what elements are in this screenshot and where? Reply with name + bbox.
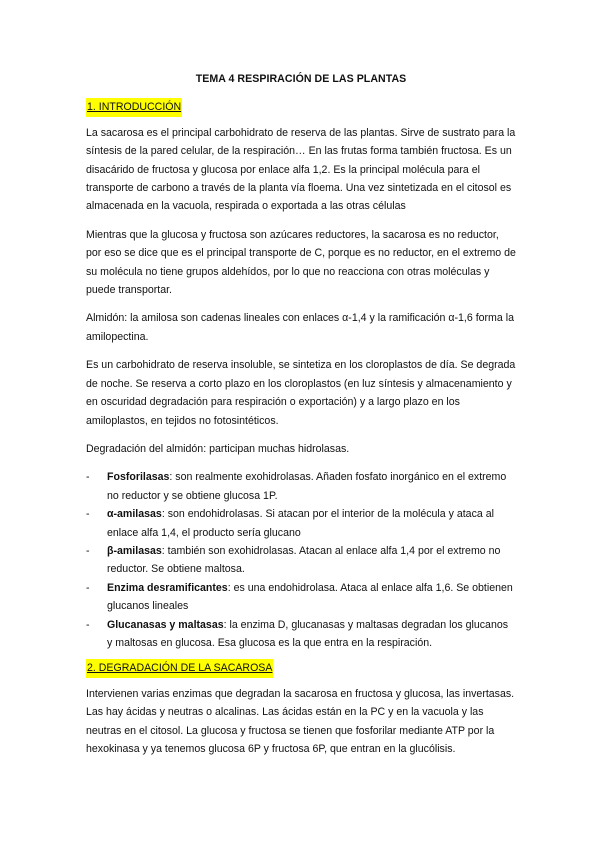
- list-item-term: β-amilasas: [107, 544, 162, 557]
- paragraph-invertasas: Intervienen varias enzimas que degradan la sacarosa en fructosa y glucosa, las invertasas. Las hay ácidas y neutras o alcalinas. Las ácidas están en la PC y en la vacuola y las neutras en el citosol. La glucosa y fructosa se tienen que fosforilar mediante ATP por la hexokinasa y ya tenemos glucosa 6P y fructosa 6P, que entran en la glucólisis.: [86, 687, 515, 755]
- list-item: [86, 468, 516, 505]
- document-title: TEMA 4 RESPIRACIÓN DE LAS PLANTAS: [195, 73, 407, 85]
- list-item-term: α-amilasas: [107, 508, 162, 521]
- bullet-dash: -: [86, 618, 90, 631]
- hydrolases-list: [86, 468, 516, 652]
- list-item-text: : la enzima D, glucanasas y maltasas degradan los glucanos y maltosas en glucosa. Esa glucosa es la que entra en la respiración.: [107, 618, 509, 649]
- list-item: [86, 579, 516, 616]
- list-item-text: : es una endohidrolasa. Ataca al enlace alfa 1,6. Se obtienen glucanos lineales: [107, 581, 513, 613]
- section-heading-degradacion-sacarosa: 2. DEGRADACIÓN DE LA SACAROSA: [86, 659, 273, 677]
- list-item-text: : son realmente exohidrolasas. Añaden fosfato inorgánico en el extremo no reductor y se obtiene glucosa 1P.: [107, 471, 507, 502]
- list-item-term: Fosforilasas: [107, 471, 170, 484]
- list-item-text: : también son exohidrolasas. Atacan al enlace alfa 1,4 por el extremo no reductor. Se obtiene maltosa.: [107, 544, 501, 576]
- bullet-dash: -: [86, 508, 90, 521]
- paragraph-degradacion: Degradación del almidón: participan muchas hidrolasas.: [86, 442, 350, 455]
- paragraph-reserva: Es un carbohidrato de reserva insoluble, se sintetiza en los cloroplastos de día. Se degrada de noche. Se reserva a corto plazo en los cloroplastos (en luz síntesis y almacenamiento y en oscuridad degradación para respiración o exportación) y a largo plazo en los amiloplastos, en tejidos no fotosintéticos.: [86, 359, 516, 427]
- paragraph-almidon: Almidón: la amilosa son cadenas lineales con enlaces α-1,4 y la ramificación α-1,6 forma la amilopectina.: [86, 312, 514, 343]
- bullet-dash: -: [86, 581, 90, 594]
- list-item-text: : son endohidrolasas. Si atacan por el interior de la molécula y ataca al enlace alfa 1,4, el producto sería glucano: [107, 508, 494, 539]
- bullet-dash: -: [86, 544, 90, 557]
- list-item-term: Enzima desramificantes: [107, 581, 228, 594]
- list-item: [86, 542, 516, 579]
- document-page: [86, 70, 516, 768]
- list-item: [86, 505, 516, 542]
- bullet-dash: -: [86, 471, 90, 484]
- list-item-term: Glucanasas y maltasas: [107, 618, 224, 631]
- list-item: [86, 616, 516, 653]
- paragraph-sacarosa: La sacarosa es el principal carbohidrato de reserva de las plantas. Sirve de sustrato para la síntesis de la pared celular, de la respiración… En las frutas forma también fructosa. Es un disacárido de fructosa y glucosa por enlace alfa 1,2. Es la principal molécula para el transporte de carbono a través de la planta vía floema. Una vez sintetizada en el citosol es almacenada en la vacuola, respirada o exportada a las otras células: [86, 126, 516, 213]
- paragraph-reductores: Mientras que la glucosa y fructosa son azúcares reductores, la sacarosa es no reductor, por eso se dice que es el principal transporte de C, porque es no reductor, en el extremo de su molécula no tiene grupos aldehídos, por lo que no reacciona con otras moléculas y puede transportar.: [86, 228, 516, 297]
- section-heading-introduccion: 1. INTRODUCCIÓN: [86, 98, 182, 116]
